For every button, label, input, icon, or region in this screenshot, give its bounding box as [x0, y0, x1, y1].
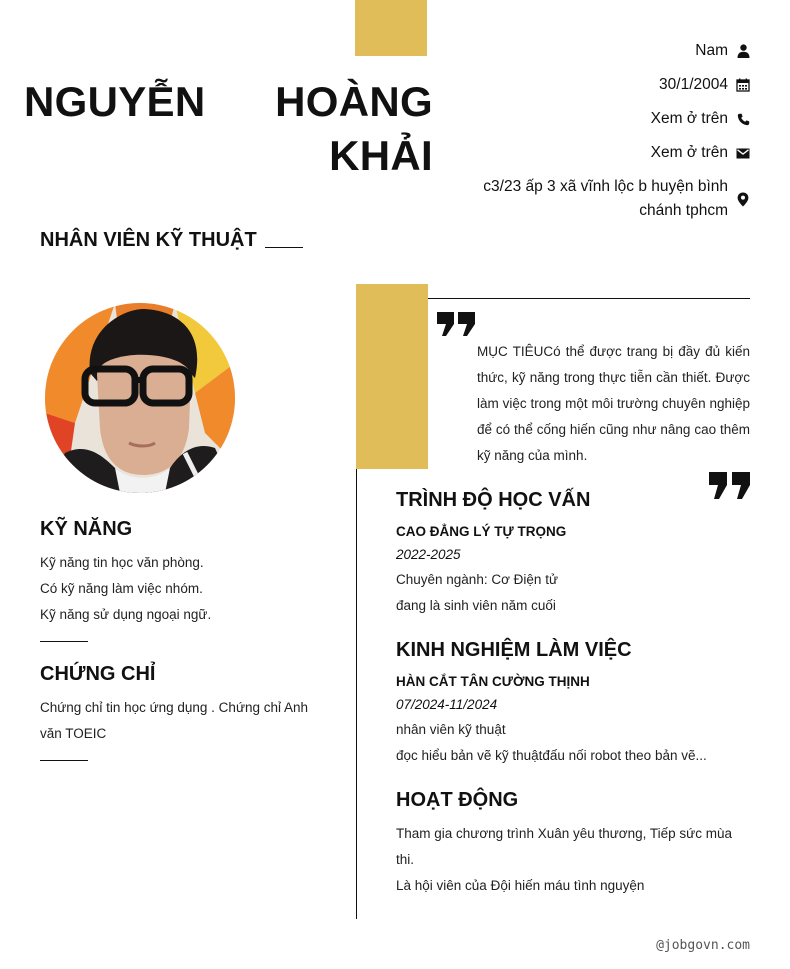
contact-phone — [651, 107, 750, 131]
envelope-icon — [736, 146, 750, 160]
certificates-title: CHỨNG CHỈ — [40, 663, 156, 685]
phone-text[interactable]: Xem ở trên — [650, 110, 728, 127]
activity-item: Là hội viên của Đội hiến máu tình nguyện — [396, 878, 645, 893]
education-status: đang là sinh viên năm cuối — [396, 598, 556, 613]
map-pin-icon — [736, 192, 750, 206]
quote-open-icon — [437, 312, 475, 341]
skills-title: KỸ NĂNG — [40, 518, 133, 540]
experience-role: nhân viên kỹ thuật — [396, 722, 506, 737]
experience-description: đọc hiểu bản vẽ kỹ thuậtđấu nối robot theo bản vẽ... — [396, 748, 707, 763]
skill-item: Kỹ năng tin học văn phòng. — [40, 555, 204, 570]
footer-watermark: @jobgovn.com — [656, 938, 750, 953]
contact-dob — [659, 73, 750, 97]
skill-item: Kỹ năng sử dụng ngoại ngữ. — [40, 607, 212, 622]
job-title-underline — [265, 247, 303, 248]
skills-divider — [40, 641, 88, 642]
contact-email — [651, 141, 750, 165]
objective-text: MỤC TIÊUCó thể được trang bị đầy đủ kiến thức, kỹ năng trong thực tiễn cần thiết. Được làm việc trong một môi trường chuyên nghiệp để có thể cống hiến cũng như nâng cao thêm kỹ năng của mình. — [477, 344, 750, 463]
activities-list — [396, 821, 750, 899]
dob-text: 30/1/2004 — [659, 76, 728, 93]
objective-top-rule — [428, 298, 750, 299]
name-middle: HOÀNG — [275, 78, 433, 125]
education-major: Chuyên ngành: Cơ Điện tử — [396, 572, 558, 587]
skill-item: Có kỹ năng làm việc nhóm. — [40, 581, 203, 596]
name-first: NGUYỄN — [24, 78, 206, 125]
certificates-divider — [40, 760, 88, 761]
phone-icon — [736, 112, 750, 126]
experience-company: HÀN CẮT TÂN CƯỜNG THỊNH — [396, 674, 590, 689]
education-school: CAO ĐẲNG LÝ TỰ TRỌNG — [396, 524, 567, 539]
mid-accent-block — [356, 284, 428, 469]
skills-list — [40, 550, 320, 628]
contact-address — [458, 175, 750, 223]
calendar-icon — [736, 78, 750, 92]
profile-photo — [45, 303, 235, 493]
email-text[interactable]: Xem ở trên — [650, 144, 728, 161]
contact-gender — [695, 39, 750, 63]
quote-close-icon — [709, 472, 750, 504]
person-icon — [736, 44, 750, 58]
experience-period: 07/2024-11/2024 — [396, 697, 498, 712]
top-accent-block — [355, 0, 427, 56]
experience-title: KINH NGHIỆM LÀM VIỆC — [396, 639, 632, 661]
education-period: 2022-2025 — [396, 547, 461, 562]
education-title: TRÌNH ĐỘ HỌC VẤN — [396, 489, 591, 511]
certificates-text: Chứng chỉ tin học ứng dụng . Chứng chỉ Anh văn TOEIC — [40, 700, 309, 741]
activities-title: HOẠT ĐỘNG — [396, 789, 519, 811]
name-last: KHẢI — [329, 132, 433, 179]
job-title: NHÂN VIÊN KỸ THUẬT — [40, 229, 257, 251]
gender-text: Nam — [695, 42, 728, 59]
address-text: c3/23 ấp 3 xã vĩnh lộc b huyện bình chánh tphcm — [483, 178, 728, 219]
column-divider — [356, 469, 357, 919]
activity-item: Tham gia chương trình Xuân yêu thương, Tiếp sức mùa thi. — [396, 826, 732, 867]
